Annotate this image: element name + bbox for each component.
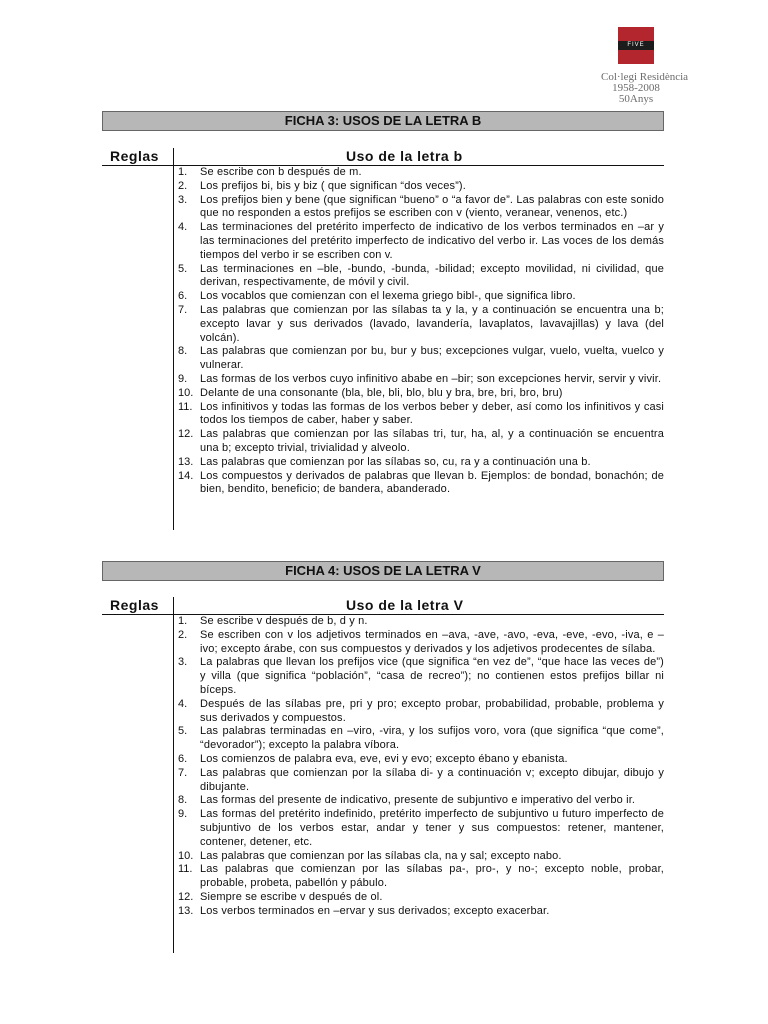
ficha3-col-uso: Uso de la letra b xyxy=(346,148,463,164)
rule-item xyxy=(178,753,664,767)
rule-item xyxy=(178,767,664,795)
rule-text: Los compuestos y derivados de palabras que llevan b. Ejemplos: de bondad, bonachón; de bien, bendito, beneficio; de bandera, abanderado. xyxy=(200,469,664,496)
rule-number: 3. xyxy=(178,193,188,206)
rule-number: 10. xyxy=(178,849,194,862)
ficha4-rule-list xyxy=(102,615,664,919)
rule-item xyxy=(178,345,664,373)
ficha4-col-reglas: Reglas xyxy=(110,597,159,613)
rule-text: Se escribe con b después de m. xyxy=(200,166,362,178)
rule-item xyxy=(178,180,664,194)
rule-number: 13. xyxy=(178,904,194,917)
rule-number: 7. xyxy=(178,766,188,779)
rule-text: Siempre se escribe v después de ol. xyxy=(200,890,383,903)
rule-item xyxy=(178,387,664,401)
logo-caption xyxy=(601,71,689,105)
rule-item xyxy=(178,401,664,429)
rule-item xyxy=(178,794,664,808)
rule-text: Se escriben con v los adjetivos terminados en –ava, -ave, -avo, -eva, -eve, -evo, -iva, e –ivo; excepto árabe, con sus compuestos y derivados y los adjetivos prodecentes de sílaba. xyxy=(200,628,664,655)
rule-item xyxy=(178,615,664,629)
ficha3-title: FICHA 3: USOS DE LA LETRA B xyxy=(102,111,664,131)
rule-text: Los vocablos que comienzan con el lexema griego bibl-, que significa libro. xyxy=(200,290,576,303)
rule-number: 8. xyxy=(178,345,188,358)
rule-item xyxy=(178,290,664,304)
rule-text: Las formas del pretérito indefinido, pretérito imperfecto de subjuntivo u futuro imperfecto de subjuntivo de los verbos estar, andar y tener y sus compuestos: retener, mantener, contener, detener, etc. xyxy=(200,808,664,848)
rule-number: 4. xyxy=(178,221,188,234)
ficha3-column-divider xyxy=(173,148,174,530)
rule-text: Los prefijos bi, bis y biz ( que significan “dos veces”). xyxy=(200,179,466,192)
rule-number: 5. xyxy=(178,725,188,738)
rule-text: Los comienzos de palabra eva, eve, evi y evo; excepto ébano y ebanista. xyxy=(200,752,568,765)
rule-text: Las palabras terminadas en –viro, -vira, y los sufijos voro, vora (que significa “que come”, “devorador”); excepto la palabra víbora. xyxy=(200,725,664,752)
ficha4-column-divider xyxy=(173,597,174,953)
ficha3-rule-list xyxy=(102,166,664,497)
ficha3-table xyxy=(102,148,664,497)
rule-text: Las palabras que comienzan por las sílabas tri, tur, ha, al, y a continuación se encuentra una b; excepto trivial, trivialidad y alveolo. xyxy=(200,428,664,454)
rule-number: 10. xyxy=(178,386,194,399)
rule-item xyxy=(178,470,664,498)
rule-number: 8. xyxy=(178,794,188,807)
logo-line-3: 50Anys xyxy=(618,93,654,105)
rule-text: Las palabras que comienzan por las sílabas so, cu, ra y a continuación una b. xyxy=(200,455,591,468)
rule-text: Los infinitivos y todas las formas de los verbos beber y deber, así como los infinitivos y casi todos los tiempos de caber, haber y saber. xyxy=(200,400,664,427)
rule-item xyxy=(178,891,664,905)
rule-number: 6. xyxy=(178,290,188,303)
rule-number: 9. xyxy=(178,808,188,821)
rule-text: Las palabras que comienzan por bu, bur y bus; excepciones vulgar, vuelo, vuelta, vuelco y vulnerar. xyxy=(200,345,664,372)
rule-text: Las palabras que comienzan por la sílaba di- y a continuación v; excepto dibujar, dibujo y dibujante. xyxy=(200,766,664,793)
rule-text: Delante de una consonante (bla, ble, bli, blo, blu y bra, bre, bri, bro, bru) xyxy=(200,386,563,399)
ficha4-title: FICHA 4: USOS DE LA LETRA V xyxy=(102,561,664,581)
rule-number: 9. xyxy=(178,372,188,385)
ficha4-col-uso: Uso de la letra V xyxy=(346,597,464,613)
rule-item xyxy=(178,373,664,387)
ficha4-header xyxy=(102,597,664,615)
logo-line-1: Col·legi Residència xyxy=(601,71,689,83)
rule-text: Las palabras que comienzan por las sílabas cla, na y sal; excepto nabo. xyxy=(200,849,562,862)
rule-number: 12. xyxy=(178,890,194,903)
rule-text: Las terminaciones en –ble, -bundo, -bunda, -bilidad; excepto movilidad, ni civilidad, que derivan, respectivamente, de móvil y civil. xyxy=(200,262,664,289)
rule-text: Las palabras que comienzan por las sílabas ta y la, y a continuación se encuentra una b; excepto lavar y sus derivados (lavado, lavandería, lavaplatos, lavavajillas) y lava (del volcán). xyxy=(200,303,664,344)
rule-number: 6. xyxy=(178,752,188,765)
rule-text: Las palabras que comienzan por las sílabas pa-, pro-, y no-; excepto noble, probar, probable, probeta, pabellón y pábulo. xyxy=(200,863,664,890)
rule-item xyxy=(178,698,664,726)
school-logo xyxy=(601,16,689,105)
rule-number: 12. xyxy=(178,428,194,441)
rule-item xyxy=(178,808,664,849)
ficha3-col-reglas: Reglas xyxy=(110,148,159,164)
rule-text: Se escribe v después de b, d y n. xyxy=(200,615,368,627)
logo-brand: FIVE xyxy=(618,41,654,50)
rule-number: 2. xyxy=(178,628,188,641)
rule-number: 2. xyxy=(178,179,188,192)
rule-item xyxy=(178,221,664,262)
ficha3-header xyxy=(102,148,664,166)
rule-item xyxy=(178,863,664,891)
rule-item xyxy=(178,194,664,222)
rule-number: 1. xyxy=(178,166,188,178)
rule-text: Las terminaciones del pretérito imperfecto de indicativo de los verbos terminados en –ar y las terminaciones del pretérito imperfecto de indicativo del verbo ir. Las voces de los demás tiempos del verbo ir se escriben con v. xyxy=(200,221,664,261)
rule-number: 7. xyxy=(178,303,188,316)
rule-text: Las formas de los verbos cuyo infinitivo ababe en –bir; son excepciones hervir, servir y vivir. xyxy=(200,372,662,385)
rule-item xyxy=(178,166,664,180)
logo-line-2: 1958-2008 xyxy=(612,82,660,94)
ficha4-table xyxy=(102,597,664,919)
rule-item xyxy=(178,263,664,291)
rule-number: 13. xyxy=(178,455,194,468)
rule-item xyxy=(178,304,664,345)
rule-item xyxy=(178,456,664,470)
rule-item xyxy=(178,656,664,697)
rule-item xyxy=(178,428,664,456)
rule-item xyxy=(178,850,664,864)
rule-number: 11. xyxy=(178,400,193,413)
logo-emblem xyxy=(618,27,654,64)
rule-number: 4. xyxy=(178,697,188,710)
rule-item xyxy=(178,629,664,657)
rule-number: 1. xyxy=(178,615,188,627)
rule-text: Los verbos terminados en –ervar y sus derivados; excepto exacerbar. xyxy=(200,904,550,917)
rule-number: 11. xyxy=(178,863,193,876)
rule-item xyxy=(178,905,664,919)
rule-number: 5. xyxy=(178,262,188,275)
rule-number: 14. xyxy=(178,469,194,482)
rule-text: La palabras que llevan los prefijos vice (que significa “en vez de”, “que hace las veces de”) y villa (que significa “población”, “casa de recreo”); no contienen estos prefijos billar ni bíceps. xyxy=(200,656,664,696)
rule-item xyxy=(178,725,664,753)
rule-number: 3. xyxy=(178,656,188,669)
rule-text: Las formas del presente de indicativo, presente de subjuntivo e imperativo del verbo ir. xyxy=(200,794,636,807)
rule-text: Después de las sílabas pre, pri y pro; excepto probar, probabilidad, probable, problema y sus derivados y compuestos. xyxy=(200,697,664,724)
rule-text: Los prefijos bien y bene (que significan “bueno” o “a favor de”. Las palabras con este sonido que no responden a estos prefijos se escriben con v (viento, veranear, venenos, etc.) xyxy=(200,193,664,220)
